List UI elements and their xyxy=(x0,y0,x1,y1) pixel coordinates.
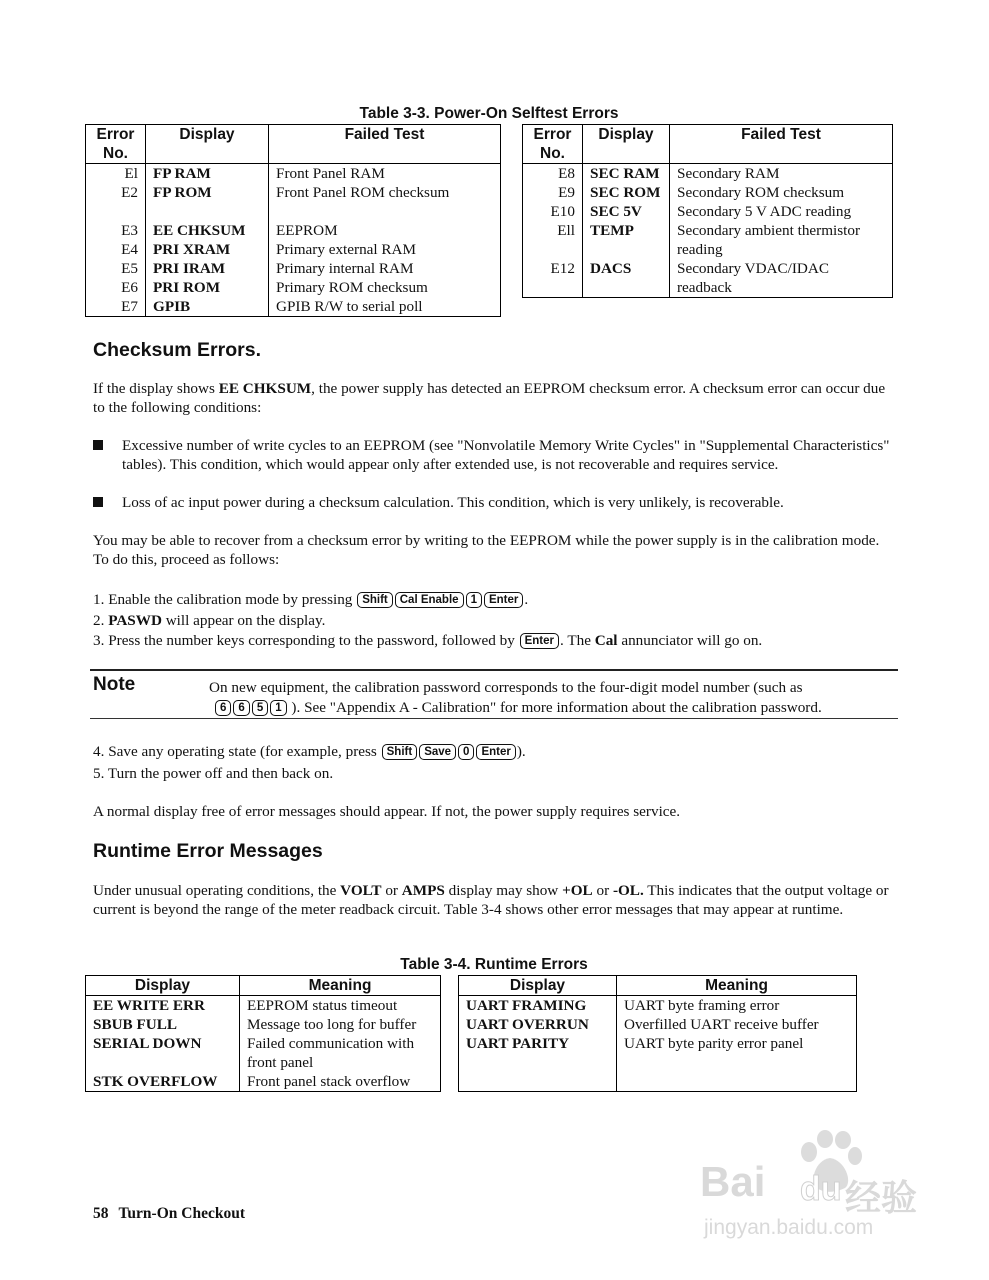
failed-test: Primary internal RAM xyxy=(269,259,501,278)
step-3 xyxy=(93,631,893,650)
header-meaning: Meaning xyxy=(617,976,857,996)
baidu-watermark xyxy=(700,1130,950,1250)
zero-key-icon: 0 xyxy=(458,744,474,760)
cal-enable-key-icon: Cal Enable xyxy=(395,592,464,608)
meaning: Front panel stack overflow xyxy=(240,1072,441,1092)
runtime-heading: Runtime Error Messages xyxy=(93,840,323,862)
table-row xyxy=(86,1034,441,1072)
intro-text: If the display shows xyxy=(93,380,219,397)
save-key-icon: Save xyxy=(419,744,456,760)
runtime-text: Under unusual operating conditions, the xyxy=(93,882,341,899)
table-row xyxy=(523,221,893,259)
note-text-a: On new equipment, the calibration password corresponds to the four-digit model number (such as xyxy=(209,679,803,696)
failed-test: Primary external RAM xyxy=(269,240,501,259)
failed-test: Secondary ROM checksum xyxy=(670,183,893,202)
shift-key-icon: Shift xyxy=(382,744,418,760)
volt-label: VOLT xyxy=(340,882,382,899)
meaning: Failed communication with front panel xyxy=(240,1034,441,1072)
table-3-3-caption: Table 3-3. Power-On Selftest Errors xyxy=(359,105,619,122)
error-no: El xyxy=(86,164,146,184)
step-text: 3. Press the number keys corresponding to the password, followed by xyxy=(93,632,515,649)
step-text-rest: will appear on the display. xyxy=(161,612,326,629)
intro-code: EE CHKSUM xyxy=(218,380,312,397)
checksum-intro xyxy=(93,379,893,417)
header-failed-test: Failed Test xyxy=(269,125,501,164)
checksum-heading: Checksum Errors. xyxy=(93,339,261,361)
table-row xyxy=(86,240,501,259)
error-no: E10 xyxy=(523,202,583,221)
table-row xyxy=(523,183,893,202)
one-key-icon: 1 xyxy=(270,700,286,716)
note-text xyxy=(209,678,899,718)
failed-test: Front Panel RAM xyxy=(269,164,501,184)
header-display: Display xyxy=(583,125,670,164)
failed-test: Secondary RAM xyxy=(670,164,893,184)
recover-paragraph: You may be able to recover from a checksum error by writing to the EEPROM while the power supply is in the calibration mode. To do this, proceed as follows: xyxy=(93,532,880,568)
six-key-icon: 6 xyxy=(215,700,231,716)
error-no: E3 xyxy=(86,221,146,240)
note-bottom-rule xyxy=(90,718,898,719)
section-name: Turn-On Checkout xyxy=(118,1205,245,1222)
display-code: UART PARITY xyxy=(459,1034,617,1091)
failed-test: EEPROM xyxy=(269,221,501,240)
table-3-4-caption: Table 3-4. Runtime Errors xyxy=(400,956,588,973)
error-no: E4 xyxy=(86,240,146,259)
header-display: Display xyxy=(86,976,240,996)
display-code: SEC RAM xyxy=(583,164,670,184)
display-code: UART OVERRUN xyxy=(459,1015,617,1034)
table-row xyxy=(523,164,893,184)
display-code: EE WRITE ERR xyxy=(86,996,240,1016)
table-row xyxy=(86,1015,441,1034)
display-code: DACS xyxy=(583,259,670,298)
table-row xyxy=(86,297,501,317)
table-row xyxy=(459,1034,857,1091)
display-code: SERIAL DOWN xyxy=(86,1034,240,1072)
step-text: 1. Enable the calibration mode by pressing xyxy=(93,591,353,608)
enter-key-icon: Enter xyxy=(484,592,523,608)
meaning: EEPROM status timeout xyxy=(240,996,441,1016)
display-code: PRI XRAM xyxy=(146,240,269,259)
failed-test: Secondary 5 V ADC reading xyxy=(670,202,893,221)
table-row xyxy=(86,164,501,184)
watermark-brand-du: du xyxy=(800,1170,842,1208)
error-no: E5 xyxy=(86,259,146,278)
note-text-b: ). See "Appendix A - Calibration" for more information about the calibration password. xyxy=(291,699,822,716)
cal-annunciator: Cal xyxy=(594,632,618,649)
step-code: PASWD xyxy=(108,612,162,629)
display-code: FP RAM xyxy=(146,164,269,184)
step-text-end: . xyxy=(524,591,529,608)
five-key-icon: 5 xyxy=(252,700,268,716)
watermark-brand: Bai xyxy=(700,1158,766,1205)
watermark-url: jingyan.baidu.com xyxy=(704,1216,874,1239)
note-label: Note xyxy=(93,674,136,695)
display-code: EE CHKSUM xyxy=(146,221,269,240)
page-number: 58 xyxy=(93,1205,109,1222)
error-no: E2 xyxy=(86,183,146,221)
failed-test: Front Panel ROM checksum xyxy=(269,183,501,221)
step-1 xyxy=(93,590,893,609)
meaning: UART byte framing error xyxy=(617,996,857,1016)
plus-ol-label: +OL xyxy=(562,882,593,899)
step-2 xyxy=(93,611,893,630)
table-row xyxy=(523,259,893,298)
bullet-text: Loss of ac input power during a checksum calculation. This condition, which is very unlikely, is recoverable. xyxy=(122,494,784,511)
step-4 xyxy=(93,742,893,761)
runtime-text-rest: This indicates that the output voltage or current is beyond the range of the meter readback circuit. Table 3-4 shows other error messages that may appear at runtime. xyxy=(93,882,889,918)
table-row xyxy=(523,202,893,221)
step-text: . The xyxy=(560,632,595,649)
bullet-text: Excessive number of write cycles to an EEPROM (see "Nonvolatile Memory Write Cycles" in "Supplemental Characteristics" tables). This condition, which would appear only after extended use, is not recoverable and requires service. xyxy=(122,437,890,473)
enter-key-icon: Enter xyxy=(520,633,559,649)
display-code: STK OVERFLOW xyxy=(86,1072,240,1092)
note-top-rule xyxy=(90,669,898,671)
table-row xyxy=(86,183,501,221)
meaning: UART byte parity error panel xyxy=(617,1034,857,1091)
runtime-table-right xyxy=(458,975,857,1092)
error-no: E6 xyxy=(86,278,146,297)
failed-test: Secondary VDAC/IDAC readback xyxy=(670,259,893,298)
table-row xyxy=(86,996,441,1016)
failed-test: Primary ROM checksum xyxy=(269,278,501,297)
display-code: UART FRAMING xyxy=(459,996,617,1016)
amps-label: AMPS xyxy=(401,882,445,899)
page-footer xyxy=(93,1205,245,1223)
intro-text-rest: , the power supply has detected an EEPROM checksum error. A checksum error can occur due to the following conditions: xyxy=(93,380,886,416)
bullet-item xyxy=(93,436,893,474)
display-code: SBUB FULL xyxy=(86,1015,240,1034)
step-5: 5. Turn the power off and then back on. xyxy=(93,765,334,782)
normal-display-paragraph: A normal display free of error messages should appear. If not, the power supply requires service. xyxy=(93,803,681,820)
error-no: E8 xyxy=(523,164,583,184)
selftest-table-right xyxy=(522,124,893,298)
header-error-no: Error No. xyxy=(86,125,146,164)
square-bullet-icon xyxy=(93,497,103,507)
runtime-text: or xyxy=(592,882,613,899)
header-failed-test: Failed Test xyxy=(670,125,893,164)
error-no: E7 xyxy=(86,297,146,317)
square-bullet-icon xyxy=(93,440,103,450)
one-key-icon: 1 xyxy=(466,592,482,608)
display-code: PRI ROM xyxy=(146,278,269,297)
watermark-jingyan: 经验 xyxy=(845,1177,918,1218)
six-key-icon: 6 xyxy=(233,700,249,716)
failed-test: GPIB R/W to serial poll xyxy=(269,297,501,317)
table-row xyxy=(86,221,501,240)
runtime-text: or xyxy=(381,882,402,899)
display-code: SEC ROM xyxy=(583,183,670,202)
meaning: Message too long for buffer xyxy=(240,1015,441,1034)
failed-test: Secondary ambient thermistor reading xyxy=(670,221,893,259)
step-text-rest: annunciator will go on. xyxy=(617,632,763,649)
error-no: E12 xyxy=(523,259,583,298)
enter-key-icon: Enter xyxy=(476,744,515,760)
shift-key-icon: Shift xyxy=(357,592,393,608)
display-code: GPIB xyxy=(146,297,269,317)
display-code: FP ROM xyxy=(146,183,269,221)
error-no: Ell xyxy=(523,221,583,259)
display-code: PRI IRAM xyxy=(146,259,269,278)
step-text-end: ). xyxy=(516,743,526,760)
table-row xyxy=(86,1072,441,1092)
table-row xyxy=(86,259,501,278)
selftest-table-left xyxy=(85,124,501,317)
step-text: 4. Save any operating state (for example, press xyxy=(93,743,377,760)
error-no: E9 xyxy=(523,183,583,202)
header-display: Display xyxy=(146,125,269,164)
runtime-text: display may show xyxy=(444,882,563,899)
bullet-item xyxy=(93,493,893,512)
header-error-no: Error No. xyxy=(523,125,583,164)
runtime-table-left xyxy=(85,975,441,1092)
table-row xyxy=(459,1015,857,1034)
meaning: Overfilled UART receive buffer xyxy=(617,1015,857,1034)
table-row xyxy=(86,278,501,297)
minus-ol-label: -OL. xyxy=(612,882,644,899)
step-text: 2. xyxy=(93,612,109,629)
runtime-paragraph xyxy=(93,881,898,919)
display-code: SEC 5V xyxy=(583,202,670,221)
table-row xyxy=(459,996,857,1016)
header-display: Display xyxy=(459,976,617,996)
display-code: TEMP xyxy=(583,221,670,259)
header-meaning: Meaning xyxy=(240,976,441,996)
